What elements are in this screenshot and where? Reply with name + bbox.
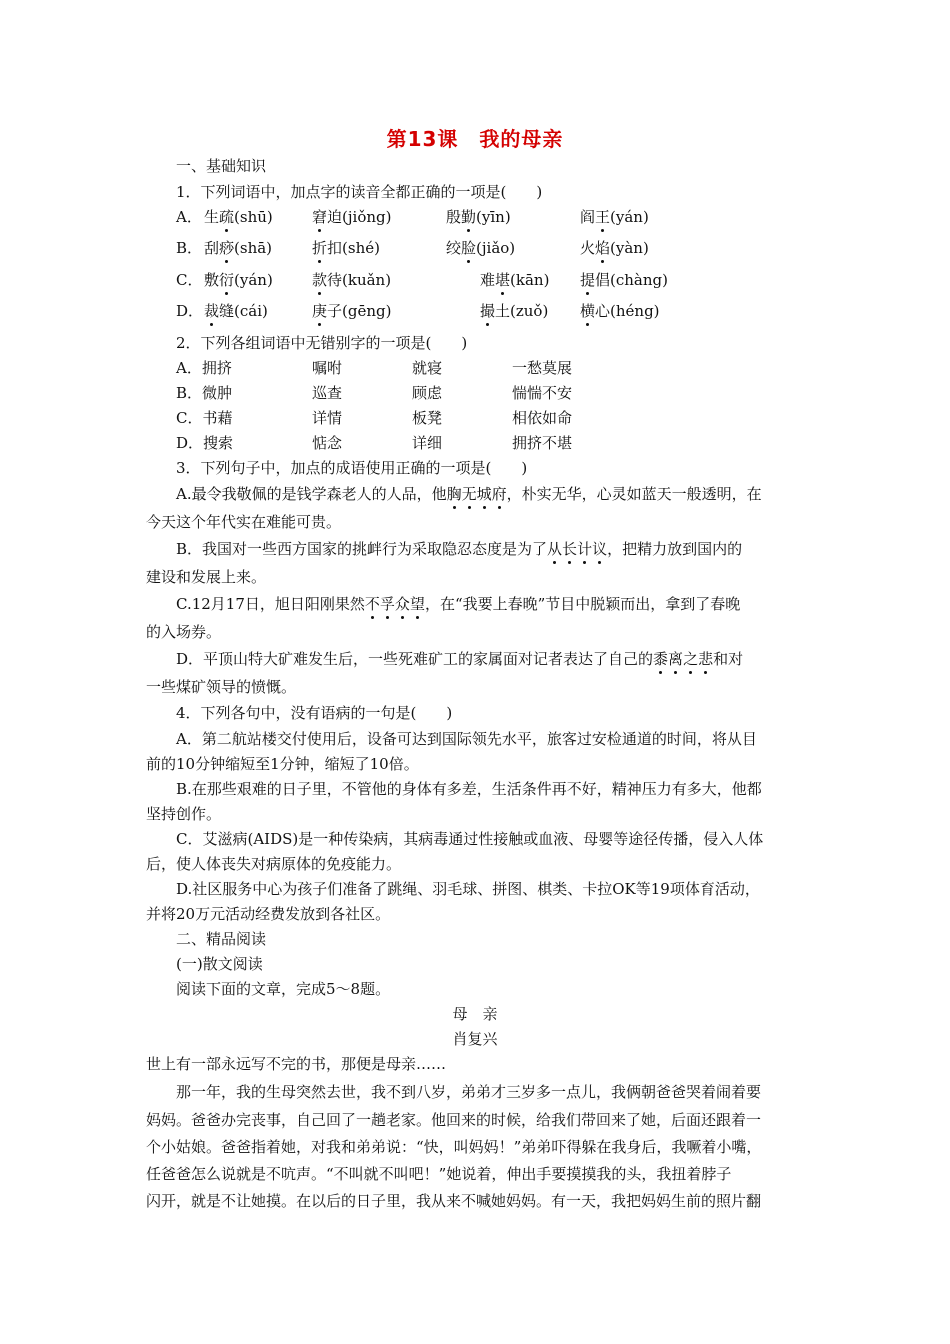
article-paragraph-2-line1: 那一年，我的生母突然去世，我不到八岁，弟弟才三岁多一点儿，我俩朝爸爸哭着闹着要 [176,1083,762,1101]
q4-option-c-line1: C．艾滋病(AIDS)是一种传染病，其病毒通过性接触或血液、母婴等途径传播，侵入人体 [176,830,764,848]
article-author: 肖复兴 [452,1030,498,1048]
q3-option-c-line1: C.12月17日，旭日阳刚果然不孚众望，在“我要上春晚”节目中脱颖而出，拿到了春晚 [176,595,741,613]
article-title: 母 亲 [452,1005,498,1023]
q3-option-b-line2: 建设和发展上来。 [146,568,267,586]
reading-instruction: 阅读下面的文章，完成5～8题。 [176,980,391,998]
q4-option-b-line2: 坚持创作。 [146,805,222,823]
q3-option-d-line1: D．平顶山特大矿难发生后，一些死难矿工的家属面对记者表达了自己的黍离之悲和对 [176,650,744,668]
q4-option-d-line1: D.社区服务中心为孩子们准备了跳绳、羽毛球、拼图、棋类、卡拉OK等19项体育活动， [176,880,760,898]
q3-option-a-line2: 今天这个年代实在难能可贵。 [146,513,342,531]
section-heading-basic: 一、基础知识 [176,157,267,175]
article-paragraph-2-line3: 个小姑娘。爸爸指着她，对我和弟弟说：“快，叫妈妈！”弟弟吓得躲在我身后，我噘着小嘴， [146,1138,762,1156]
subsection-heading-prose: (一)散文阅读 [176,955,263,973]
article-paragraph-2-line4: 任爸爸怎么说就是不吭声。“不叫就不叫吧！”她说着，伸出手要摸摸我的头，我扭着脖子 [146,1165,732,1183]
q4-option-a-line1: A．第二航站楼交付使用后，设备可达到国际领先水平，旅客过安检通道的时间，将从目 [176,730,757,748]
q3-option-d-line2: 一些煤矿领导的愤慨。 [146,678,297,696]
lesson-title: 第13课 我的母亲 [386,127,564,151]
article-paragraph-2-line2: 妈妈。爸爸办完丧事，自己回了一趟老家。他回来的时候，给我们带回来了她，后面还跟着一 [146,1111,762,1129]
q4-option-b-line1: B.在那些艰难的日子里，不管他的身体有多差，生活条件再不好，精神压力有多大，他都 [176,780,762,798]
q4-option-d-line2: 并将20万元活动经费发放到各社区。 [146,905,391,923]
article-paragraph-1: 世上有一部永远写不完的书，那便是母亲…… [146,1055,447,1073]
q3-option-c-line2: 的入场券。 [146,623,222,641]
question-4: 4．下列各句中，没有语病的一句是( ) [176,704,453,722]
q3-option-b-line1: B．我国对一些西方国家的挑衅行为采取隐忍态度是为了从长计议，把精力放到国内的 [176,540,743,558]
q3-option-a-line1: A.最令我敬佩的是钱学森老人的人品，他胸无城府，朴实无华，心灵如蓝天一般透明，在 [176,485,762,503]
q4-option-c-line2: 后，使人体丧失对病原体的免疫能力。 [146,855,402,873]
article-paragraph-2-line5: 闪开，就是不让她摸。在以后的日子里，我从来不喊她妈妈。有一天，我把妈妈生前的照片翻 [146,1192,762,1210]
question-2: 2．下列各组词语中无错别字的一项是( ) [176,334,468,352]
q4-option-a-line2: 前的10分钟缩短至1分钟，缩短了10倍。 [146,755,419,773]
section-heading-reading: 二、精品阅读 [176,930,267,948]
question-1: 1．下列词语中，加点字的读音全都正确的一项是( ) [176,183,543,201]
document-page: 第13课 我的母亲 一、基础知识 1．下列词语中，加点字的读音全都正确的一项是( ) A． 生疏(shū) 窘迫(jiǒng) 殷勤(yīn) 阎王(yán) B． 刮痧(shā) 折扣(shé) 绞脸(jiǎo) 火焰(yàn) C． 敷衍(yán) 款待(kuǎn) 难堪(kān) 提倡(chàng) D． 裁缝(cái) 庚子(gēng) 撮土(zuǒ) 横心(héng) 2．下列各组词语中无错别字的一项是( ) A．拥挤 嘱咐 就寝 一愁莫展 B．微肿 巡查 顾虑 惴惴不安 C．书藉 详情 板凳 相依如命 D．搜索 惦念 详细 拥挤不堪 3．下列句子中，加点的成语使用正确的一项是( ) A.最令我敬佩的是钱学森老人的人品，他胸无城府，朴实无华，心灵如蓝天一般透明，在 今天这个年代实在难能可贵。 B．我国对一些西方国家的挑衅行为采取隐忍态度是为了从长计议，把精力放到国内的 建设和发展上来。 C.12月17日，旭日阳刚果然不孚众望，在“我要上春晚”节目中脱颖而出，拿到了春晚 的入场券。 D．平顶山特大矿难发生后，一些死难矿工的家属面对记者表达了自己的黍离之悲和对 一些煤矿领导的愤慨。 4．下列各句中，没有语病的一句是( ) A．第二航站楼交付使用后，设备可达到国际领先水平，旅客过安检通道的时间，将从目 前的10分钟缩短至1分钟，缩短了10倍。 B.在那些艰难的日子里，不管他的身体有多差，生活条件再不好，精神压力有多大，他都 坚持创作。 C．艾滋病(AIDS)是一种传染病，其病毒通过性接触或血液、母婴等途径传播，侵入人体 后，使人体丧失对病原体的免疫能力。 D.社区服务中心为孩子们准备了跳绳、羽毛球、拼图、棋类、卡拉OK等19项体育活动， 并将20万元活动经费发放到各社区。 二、精品阅读 (一)散文阅读 阅读下面的文章，完成5～8题。 母 亲 肖复兴 世上有一部永远写不完的书，那便是母亲…… 那一年，我的生母突然去世，我不到八岁，弟弟才三岁多一点儿，我俩朝爸爸哭着闹着要 妈妈。爸爸办完丧事，自己回了一趟老家。他回来的时候，给我们带回来了她，后面还跟着一 个小姑娘。爸爸指着她，对我和弟弟说：“快，叫妈妈！”弟弟吓得躲在我身后，我噘着小嘴， 任爸爸怎么说就是不吭声。“不叫就不叫吧！”她说着，伸出手要摸摸我的头，我扭着脖子 闪开，就是不让她摸。在以后的日子里，我从来不喊她妈妈。有一天，我把妈妈生前的照片翻 [0,0,950,1344]
question-3: 3．下列句子中，加点的成语使用正确的一项是( ) [176,459,528,477]
